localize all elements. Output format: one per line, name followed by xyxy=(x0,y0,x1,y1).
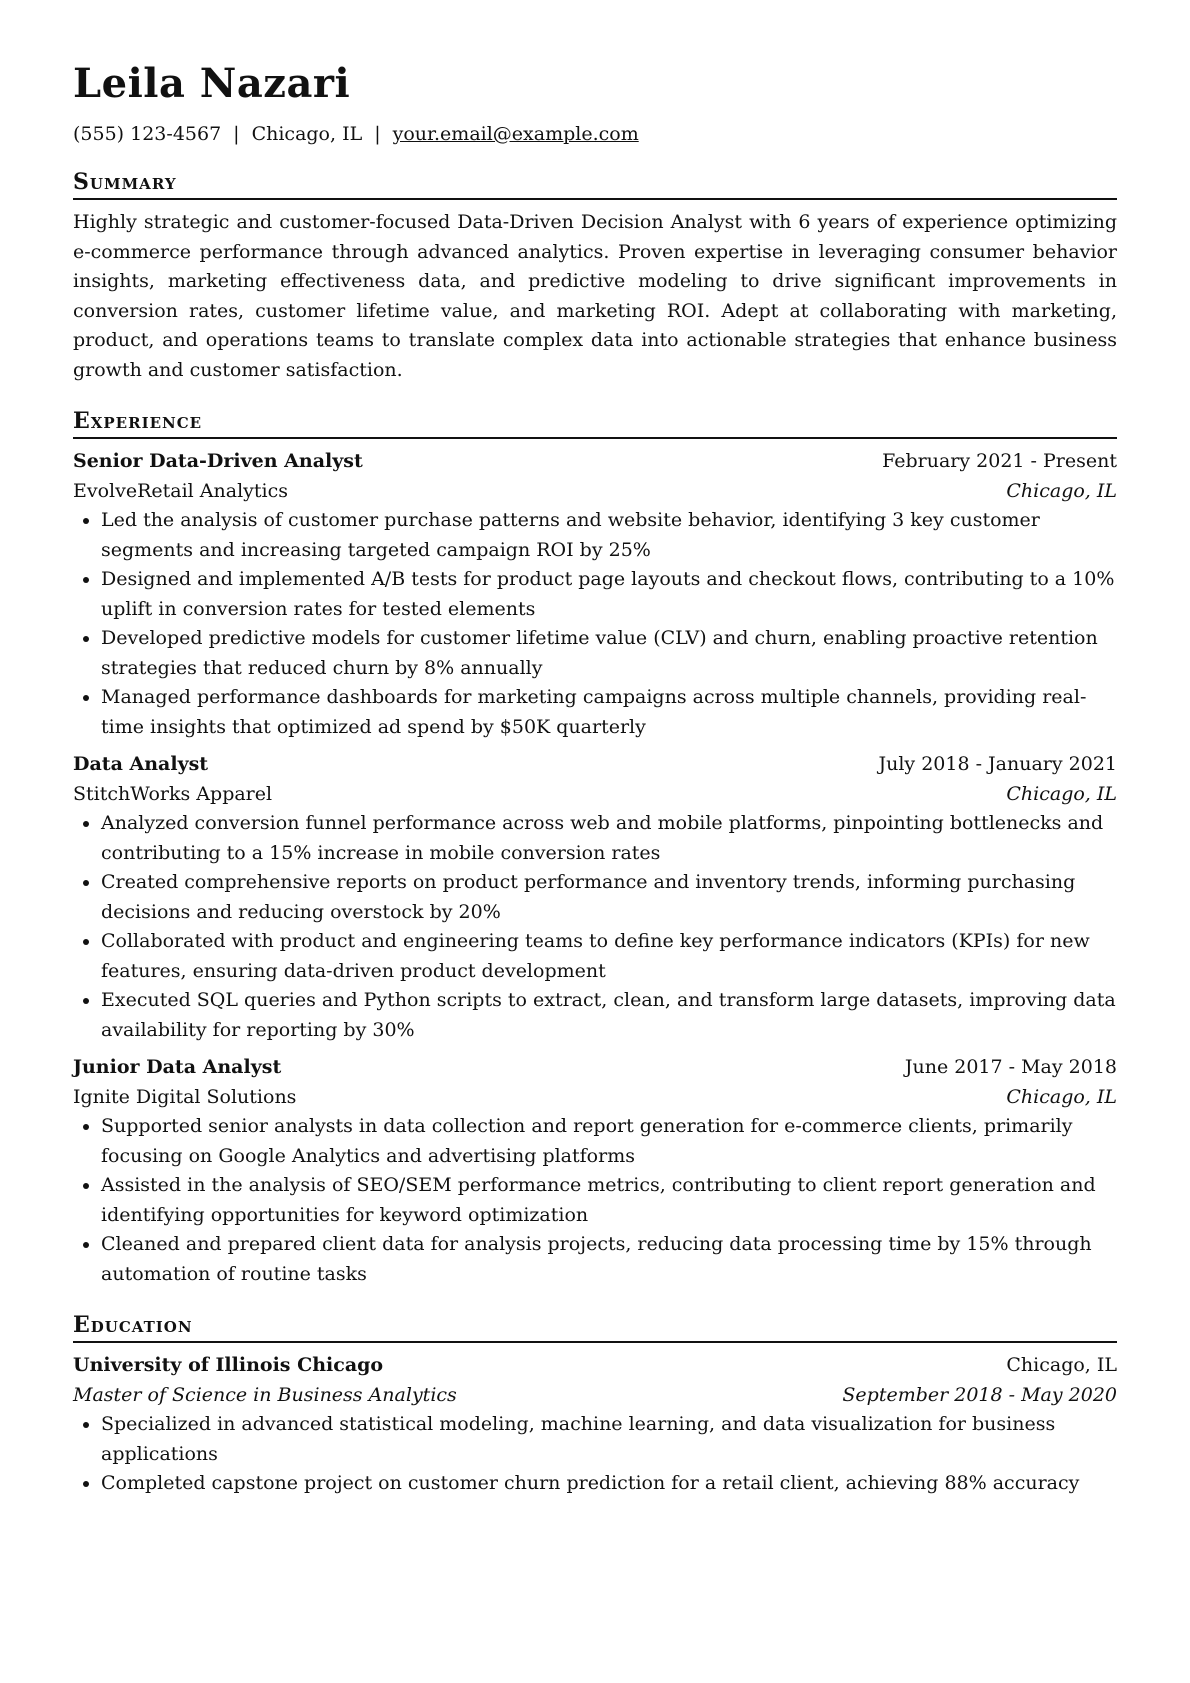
company-name: StitchWorks Apparel xyxy=(73,782,273,805)
education-entry xyxy=(73,1351,1117,1499)
job-dates: February 2021 - Present xyxy=(882,450,1117,472)
location: Chicago, IL xyxy=(251,123,363,145)
bullet-item: • Supported senior analysts in data collection and report generation for e-commerce clients, primarily focusing on Google Analytics and advertising platforms xyxy=(101,1112,1117,1171)
job-entry xyxy=(73,447,1117,742)
job-bullets xyxy=(73,506,1117,742)
bullet-item: • Specialized in advanced statistical modeling, machine learning, and data visualization for business applications xyxy=(101,1410,1117,1469)
bullet-item: • Analyzed conversion funnel performance across web and mobile platforms, pinpointing bottlenecks and contributing to a 15% increase in mobile conversion rates xyxy=(101,809,1117,868)
contact-separator: | xyxy=(374,123,381,145)
bullet-item: • Executed SQL queries and Python scripts to extract, clean, and transform large datasets, improving data availability for reporting by 30% xyxy=(101,986,1117,1045)
job-location: Chicago, IL xyxy=(1006,479,1117,502)
candidate-name: Leila Nazari xyxy=(73,60,351,107)
job-location: Chicago, IL xyxy=(1006,782,1117,805)
bullet-item: • Led the analysis of customer purchase patterns and website behavior, identifying 3 key customer segments and increasing targeted campaign ROI by 25% xyxy=(101,506,1117,565)
job-entry xyxy=(73,1053,1117,1289)
bullet-item: • Developed predictive models for customer lifetime value (CLV) and churn, enabling proactive retention strategies that reduced churn by 8% annually xyxy=(101,624,1117,683)
bullet-item: • Created comprehensive reports on product performance and inventory trends, informing purchasing decisions and reducing overstock by 20% xyxy=(101,868,1117,927)
education-dates: September 2018 - May 2020 xyxy=(842,1383,1117,1406)
job-title: Data Analyst xyxy=(73,753,209,775)
contact-separator: | xyxy=(233,123,240,145)
bullet-item: • Designed and implemented A/B tests for product page layouts and checkout flows, contributing to a 10% uplift in conversion rates for tested elements xyxy=(101,565,1117,624)
job-entry xyxy=(73,750,1117,1045)
bullet-item: • Assisted in the analysis of SEO/SEM performance metrics, contributing to client report generation and identifying opportunities for keyword optimization xyxy=(101,1171,1117,1230)
contact-line xyxy=(73,122,1117,146)
degree-name: Master of Science in Business Analytics xyxy=(73,1383,457,1406)
bullet-item: • Cleaned and prepared client data for analysis projects, reducing data processing time by 15% through automation of routine tasks xyxy=(101,1230,1117,1289)
bullet-item: • Managed performance dashboards for marketing campaigns across multiple channels, providing real-time insights that optimized ad spend by $50K quarterly xyxy=(101,683,1117,742)
education-heading: Education xyxy=(73,1311,1117,1343)
job-title: Senior Data-Driven Analyst xyxy=(73,450,363,472)
experience-heading: Experience xyxy=(73,407,1117,439)
email-link[interactable]: your.email@example.com xyxy=(392,123,639,145)
job-dates: July 2018 - January 2021 xyxy=(878,753,1117,775)
company-name: EvolveRetail Analytics xyxy=(73,479,289,502)
job-title: Junior Data Analyst xyxy=(73,1056,282,1078)
job-dates: June 2017 - May 2018 xyxy=(904,1056,1117,1078)
company-name: Ignite Digital Solutions xyxy=(73,1085,297,1108)
summary-text: Highly strategic and customer-focused Data-Driven Decision Analyst with 6 years of experience optimizing e-commerce performance through advanced analytics. Proven expertise in leveraging consumer behavior insights, marketing effectiveness data, and predictive modeling to drive significant improvements in conversion rates, customer lifetime value, and marketing ROI. Adept at collaborating with marketing, product, and operations teams to translate complex data into actionable strategies that enhance business growth and customer satisfaction. xyxy=(73,211,1117,381)
bullet-item: • Completed capstone project on customer churn prediction for a retail client, achieving 88% accuracy xyxy=(101,1469,1117,1499)
phone-number: (555) 123-4567 xyxy=(73,123,222,145)
bullet-item: • Collaborated with product and engineering teams to define key performance indicators (KPIs) for new features, ensuring data-driven product development xyxy=(101,927,1117,986)
job-bullets xyxy=(73,1112,1117,1289)
education-bullets xyxy=(73,1410,1117,1499)
job-location: Chicago, IL xyxy=(1006,1085,1117,1108)
school-location: Chicago, IL xyxy=(1006,1354,1117,1376)
job-bullets xyxy=(73,809,1117,1045)
summary-heading: Summary xyxy=(73,168,1117,200)
school-name: University of Illinois Chicago xyxy=(73,1354,384,1376)
